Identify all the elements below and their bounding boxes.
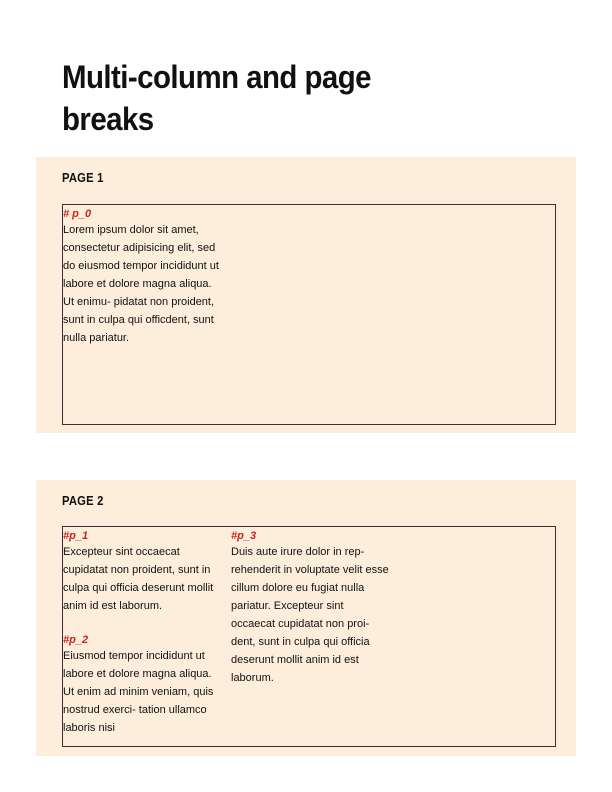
page-1-section bbox=[36, 157, 576, 433]
page-1-content-frame bbox=[62, 204, 556, 425]
page-2-content-frame bbox=[62, 526, 556, 747]
paragraph-id: # p_0 bbox=[63, 208, 92, 220]
page-1-column-1 bbox=[63, 207, 221, 347]
page-2-section bbox=[36, 480, 576, 756]
paragraph-text: Lorem ipsum dolor sit amet, consectetur adipisicing elit, sed do eiusmod tempor incididunt ut labore et dolore magna aliqua. Ut enimu- pidatat non proident, sunt in culpa qui officdent, sunt nulla pariatur. bbox=[63, 224, 219, 344]
paragraph-text: Eiusmod tempor incididunt ut labore et dolore magna aliqua. Ut enim ad minim veniam, quis nostrud exerci- tation ullamco laboris nisi bbox=[63, 650, 214, 734]
page-2-column-2 bbox=[231, 529, 389, 687]
page-1-label: PAGE 1 bbox=[62, 171, 104, 185]
page-title: Multi-column and page breaks bbox=[62, 59, 371, 137]
paragraph-id: #p_3 bbox=[231, 530, 257, 542]
page-2-label: PAGE 2 bbox=[62, 494, 104, 508]
paragraph-gap bbox=[63, 615, 221, 633]
paragraph-id: #p_1 bbox=[63, 530, 89, 542]
paragraph-id: #p_2 bbox=[63, 634, 89, 646]
page-2-column-1 bbox=[63, 529, 221, 737]
paragraph-text: Excepteur sint occaecat cupidatat non proident, sunt in culpa qui officia deserunt mollit anim id est laborum. bbox=[63, 546, 214, 612]
paragraph-text: Duis aute irure dolor in rep- rehenderit in voluptate velit esse cillum dolore eu fugiat nulla pariatur. Excepteur sint occaecat cupidatat non proi- dent, sunt in culpa qui officia deserunt mollit anim id est laborum. bbox=[231, 546, 389, 684]
